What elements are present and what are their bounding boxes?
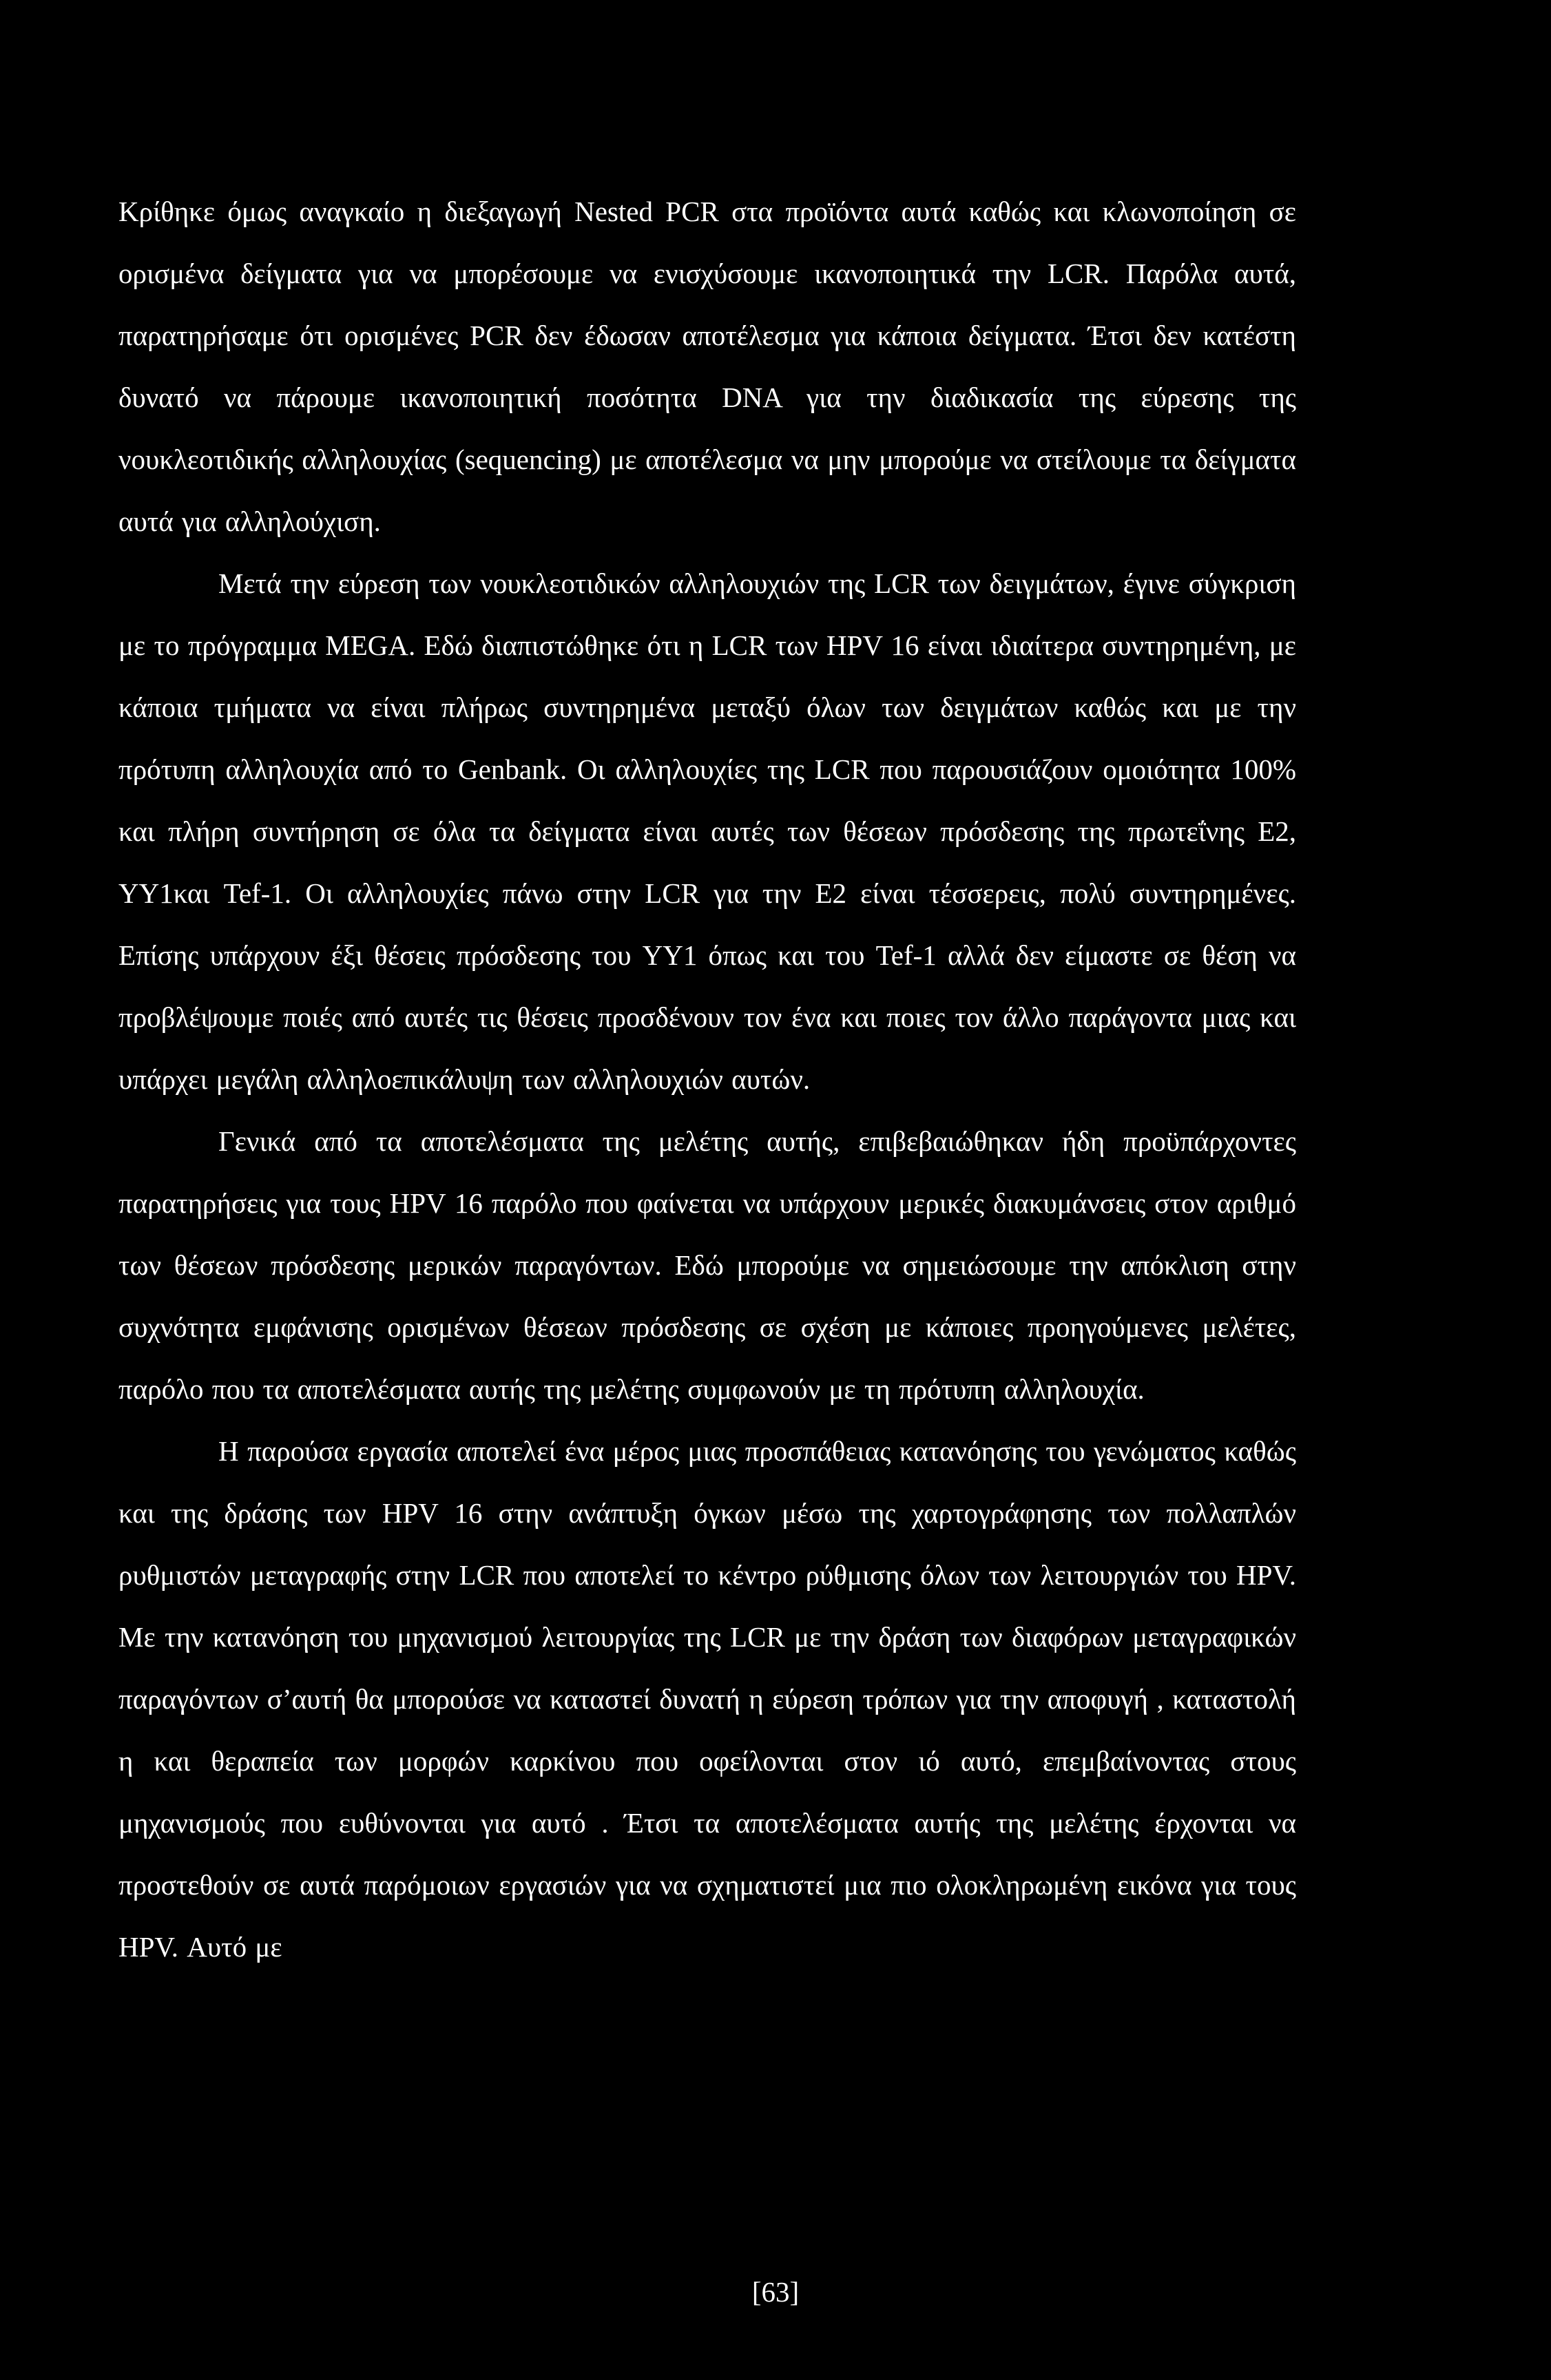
paragraph-2: Μετά την εύρεση των νουκλεοτιδικών αλληλουχιών της LCR των δειγμάτων, έγινε σύγκριση με το πρόγραμμα MEGA. Εδώ διαπιστώθηκε ότι η LCR των HPV 16 είναι ιδιαίτερα συντηρημένη, με κάποια τμήματα να είναι πλήρως συντηρημένα μεταξύ όλων των δειγμάτων καθώς και με την πρότυπη αλληλουχία από το Genbank. Οι αλληλουχίες της LCR που παρουσιάζουν ομοιότητα 100% και πλήρη συντήρηση σε όλα τα δείγματα είναι αυτές των θέσεων πρόσδεσης της πρωτεΐνης E2, YY1και Tef-1. Οι αλληλουχίες πάνω στην LCR για την E2 είναι τέσσερεις, πολύ συντηρημένες. Επίσης υπάρχουν έξι θέσεις πρόσδεσης του YY1 όπως και του Tef-1 αλλά δεν είμαστε σε θέση να προβλέψουμε ποιές από αυτές τις θέσεις προσδένουν τον ένα και ποιες τον άλλο παράγοντα μιας και υπάρχει μεγάλη αλληλοεπικάλυψη των αλληλουχιών αυτών. xyxy=(118,567,1296,1095)
document-body xyxy=(118,180,1296,1978)
page-number: [63] xyxy=(751,2276,800,2308)
paragraph-1: Κρίθηκε όμως αναγκαίο η διεξαγωγή Nested PCR στα προϊόντα αυτά καθώς και κλωνοποίηση σε ορισμένα δείγματα για να μπορέσουμε να ενισχύσουμε ικανοποιητικά την LCR. Παρόλα αυτά, παρατηρήσαμε ότι ορισμένες PCR δεν έδωσαν αποτέλεσμα για κάποια δείγματα. Έτσι δεν κατέστη δυνατό να πάρουμε ικανοποιητική ποσότητα DNA για την διαδικασία της εύρεσης της νουκλεοτιδικής αλληλουχίας (sequencing) με αποτέλεσμα να μην μπορούμε να στείλουμε τα δείγματα αυτά για αλληλούχιση. xyxy=(118,196,1296,537)
paragraph-4: Η παρούσα εργασία αποτελεί ένα μέρος μιας προσπάθειας κατανόησης του γενώματος καθώς και της δράσης των HPV 16 στην ανάπτυξη όγκων μέσω της χαρτογράφησης των πολλαπλών ρυθμιστών μεταγραφής στην LCR που αποτελεί το κέντρο ρύθμισης όλων των λειτουργιών του HPV. Με την κατανόηση του μηχανισμού λειτουργίας της LCR με την δράση των διαφόρων μεταγραφικών παραγόντων σ’αυτή θα μπορούσε να καταστεί δυνατή η εύρεση τρόπων για την αποφυγή , καταστολή η και θεραπεία των μορφών καρκίνου που οφείλονται στον ιό αυτό, επεμβαίνοντας στους μηχανισμούς που ευθύνονται για αυτό . Έτσι τα αποτελέσματα αυτής της μελέτης έρχονται να προστεθούν σε αυτά παρόμοιων εργασιών για να σχηματιστεί μια πιο ολοκληρωμένη εικόνα για τους HPV. Αυτό με xyxy=(118,1435,1296,1963)
paragraph-3: Γενικά από τα αποτελέσματα της μελέτης αυτής, επιβεβαιώθηκαν ήδη προϋπάρχοντες παρατηρήσεις για τους HPV 16 παρόλο που φαίνεται να υπάρχουν μερικές διακυμάνσεις στον αριθμό των θέσεων πρόσδεσης μερικών παραγόντων. Εδώ μπορούμε να σημειώσουμε την απόκλιση στην συχνότητα εμφάνισης ορισμένων θέσεων πρόσδεσης σε σχέση με κάποιες προηγούμενες μελέτες, παρόλο που τα αποτελέσματα αυτής της μελέτης συμφωνούν με τη πρότυπη αλληλουχία. xyxy=(118,1125,1296,1405)
